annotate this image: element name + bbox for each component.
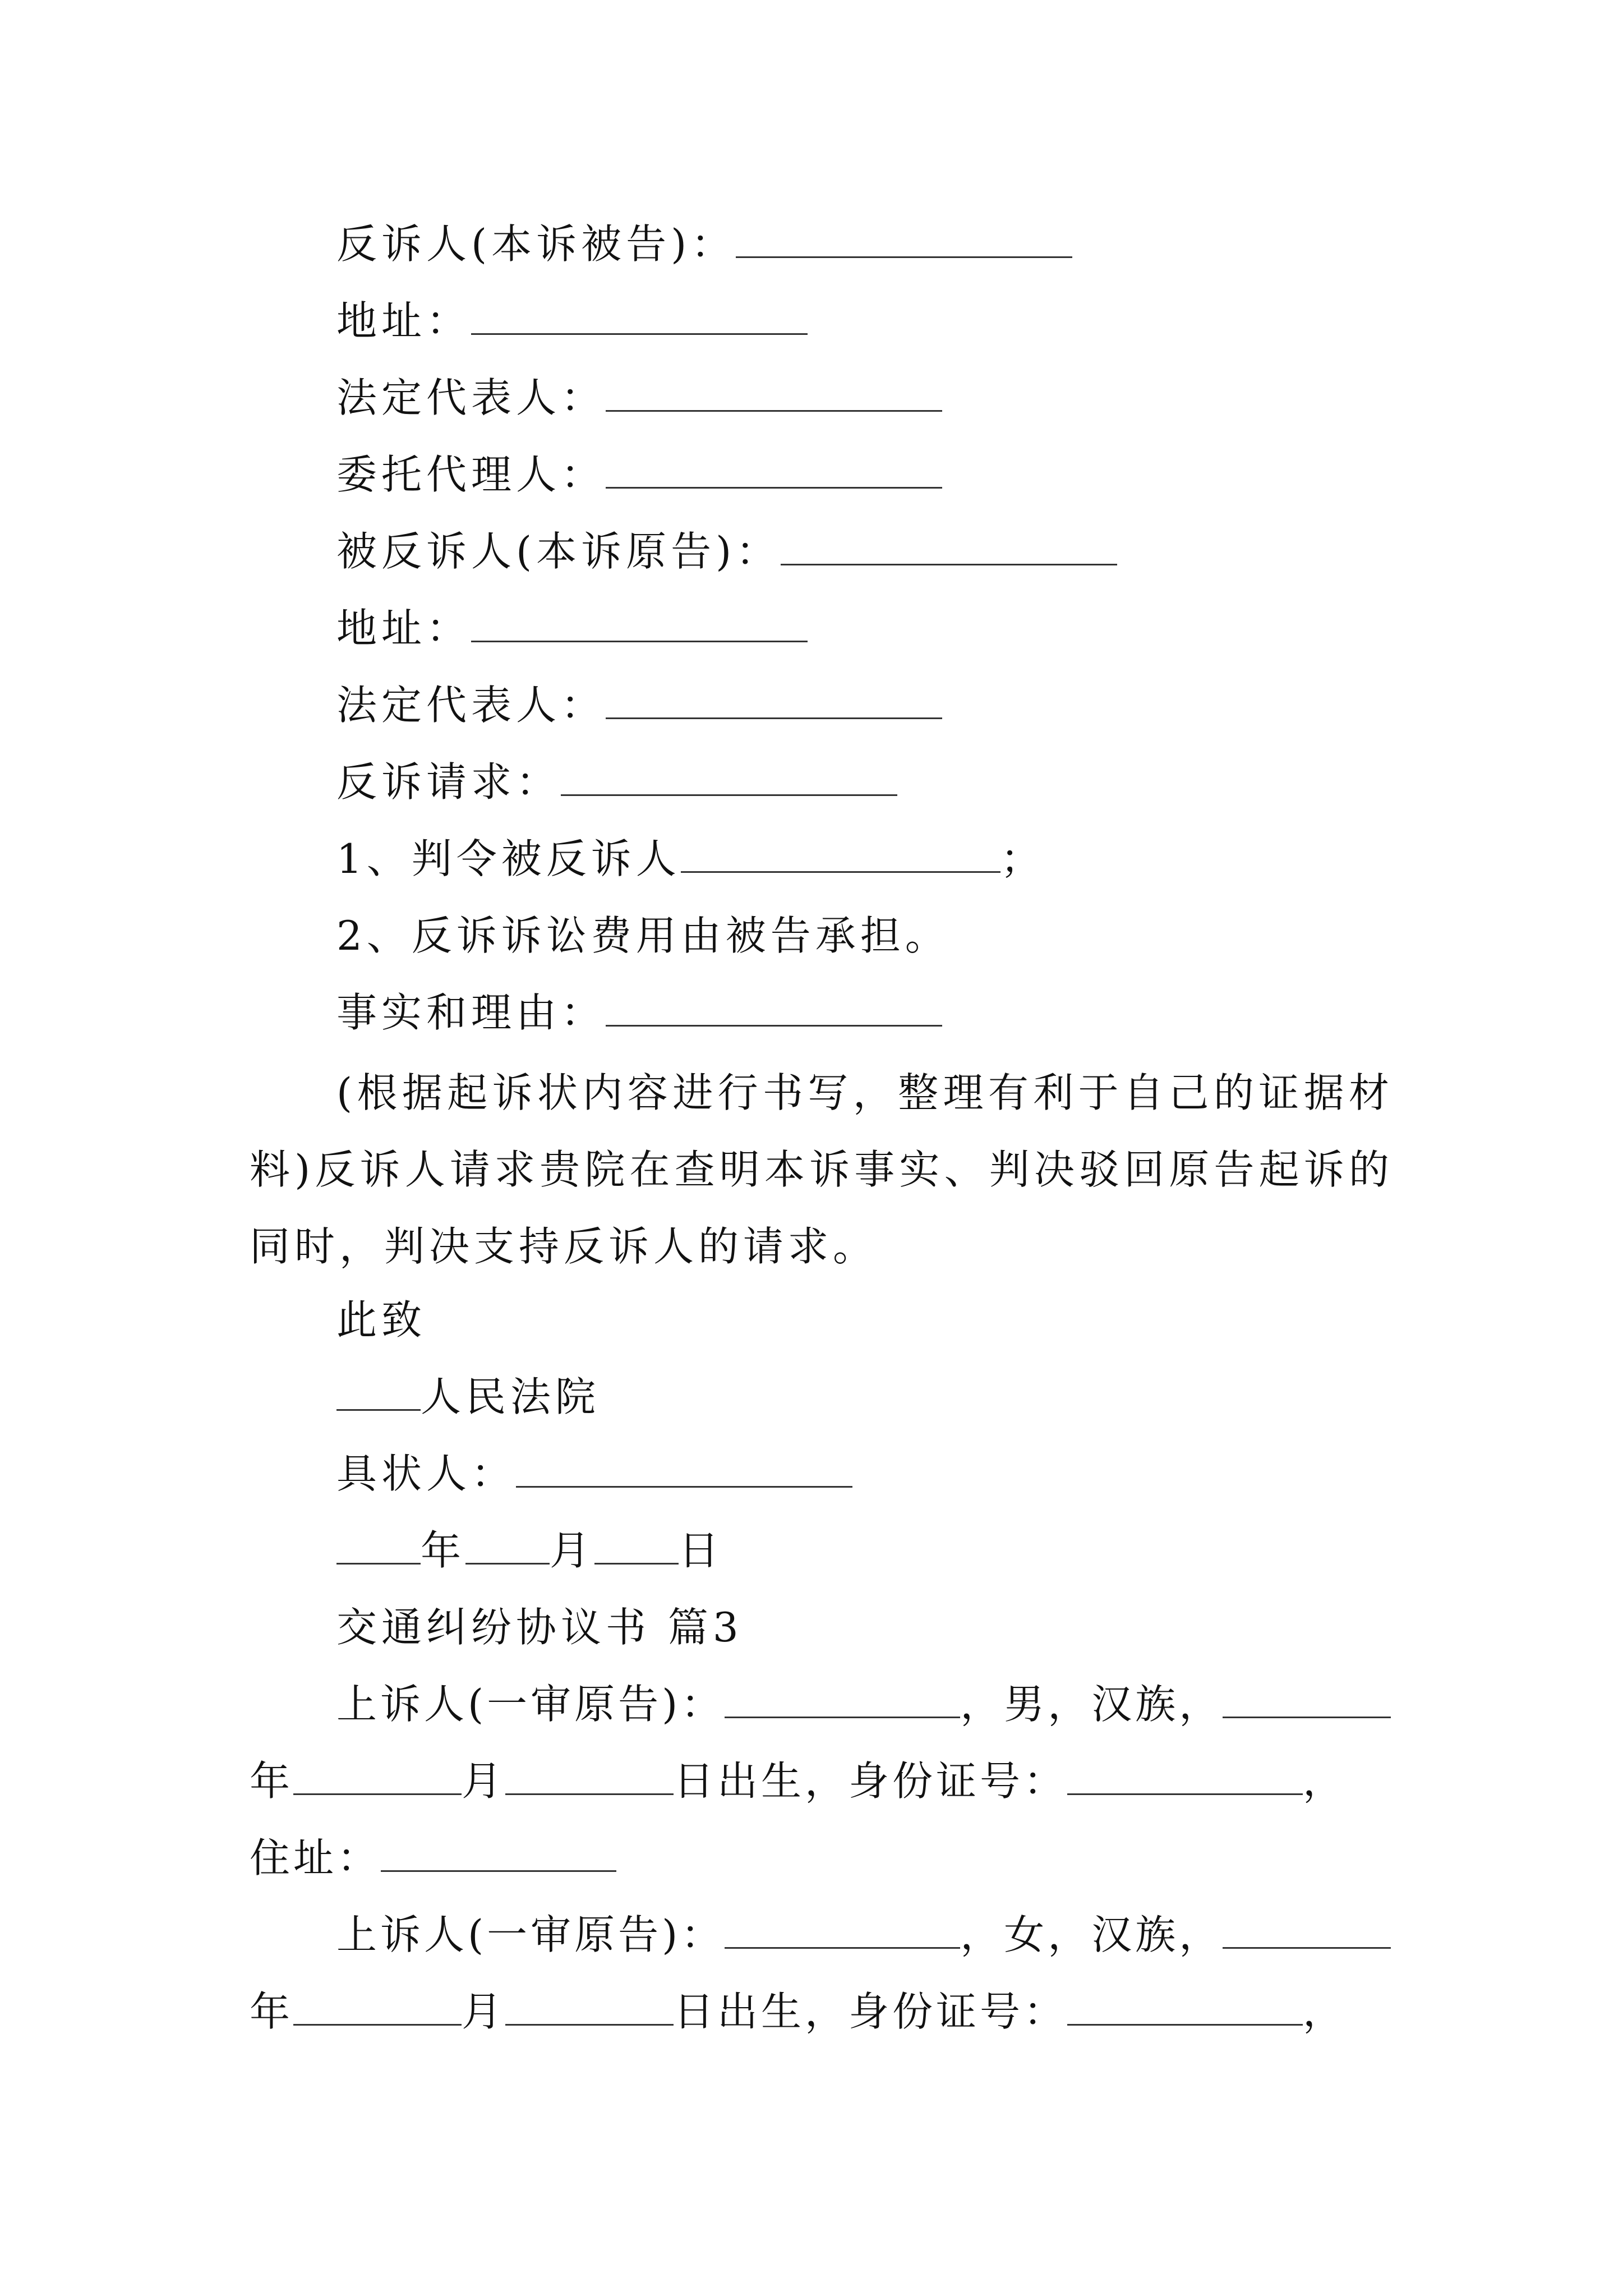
counter-defendant-label: 被反诉人(本诉原告)： — [336, 528, 781, 575]
date-day-label: 日 — [679, 1527, 724, 1574]
court-blank — [336, 1373, 421, 1411]
counterclaimant-label: 反诉人(本诉被告)： — [336, 220, 736, 268]
request-item-1-text: 1、判令被反诉人 — [336, 835, 681, 882]
section-heading — [336, 1602, 743, 1653]
date-year-blank — [336, 1527, 421, 1565]
legal-rep-line-1 — [336, 372, 942, 423]
appellant-1-year-label: 年 — [250, 1757, 294, 1805]
signer-line — [336, 1448, 852, 1499]
appellant-2-line-2 — [250, 1986, 1388, 2037]
salutation-text: 此致 — [336, 1296, 427, 1343]
appellant-1-line-2 — [250, 1756, 1388, 1806]
legal-rep-label-1: 法定代表人： — [336, 374, 606, 421]
court-line — [336, 1372, 600, 1422]
appellant-2-birth-year-blank — [1223, 1911, 1391, 1949]
appellant-1-address-label: 住址： — [250, 1834, 381, 1881]
appellant-2-gender: ，女，汉族， — [960, 1911, 1223, 1958]
counterclaimant-line — [336, 219, 1072, 269]
appellant-1-birth-year-blank — [1223, 1681, 1391, 1718]
date-month-label: 月 — [550, 1527, 595, 1574]
appellant-1-month-blank — [293, 1757, 462, 1795]
legal-rep-blank-2 — [606, 682, 942, 719]
signer-label: 具状人： — [336, 1450, 517, 1497]
address-blank-1 — [471, 297, 808, 335]
legal-rep-label-2: 法定代表人： — [336, 682, 606, 729]
request-item-1-blank — [681, 835, 1000, 873]
facts-paragraph: (根据起诉状内容进行书写，整理有利于自己的证据材料)反诉人请求贵院在查明本诉事实、判决驳回原告起诉的同时，判决支持反诉人的请求。 — [250, 1069, 1394, 1270]
appellant-2-comma: ， — [1303, 1988, 1347, 2035]
section-heading-text: 交通纠纷协议书 篇3 — [336, 1604, 743, 1651]
appellant-1-label: 上诉人(一审原告)： — [336, 1681, 725, 1728]
appellant-1-address-blank — [381, 1834, 616, 1872]
address-label-2: 地址： — [336, 605, 472, 652]
request-item-2 — [336, 910, 950, 961]
appellant-1-month-label: 月 — [462, 1757, 506, 1805]
facts-reasons-label: 事实和理由： — [336, 989, 606, 1036]
request-item-2-text: 2、反诉诉讼费用由被告承担。 — [336, 912, 950, 959]
date-year-label: 年 — [421, 1527, 466, 1574]
appellant-2-year-label: 年 — [250, 1988, 294, 2035]
appellant-1-line-3 — [250, 1833, 1388, 1883]
address-label-1: 地址： — [336, 297, 472, 344]
date-day-blank — [594, 1527, 679, 1565]
agent-line — [336, 449, 942, 500]
appellant-1-birth-label: 日出生，身份证号： — [674, 1757, 1068, 1805]
counterclaim-request-label: 反诉请求： — [336, 758, 561, 806]
appellant-2-day-blank — [505, 1988, 674, 2026]
appellant-1-comma: ， — [1303, 1757, 1347, 1805]
appellant-2-month-blank — [293, 1988, 462, 2026]
counterclaim-request-line — [336, 757, 897, 807]
address-line-2 — [336, 603, 808, 654]
appellant-2-label: 上诉人(一审原告)： — [336, 1911, 725, 1958]
appellant-2-line-1 — [336, 1910, 1391, 1960]
address-line-1 — [336, 296, 808, 346]
appellant-2-name-blank — [725, 1911, 960, 1949]
agent-blank — [606, 451, 942, 489]
date-line — [336, 1525, 723, 1576]
court-label: 人民法院 — [421, 1373, 601, 1420]
salutation-line — [336, 1295, 426, 1345]
legal-rep-blank-1 — [606, 374, 942, 412]
agent-label: 委托代理人： — [336, 451, 606, 498]
address-blank-2 — [471, 605, 808, 642]
facts-reasons-line — [336, 987, 942, 1038]
appellant-1-name-blank — [725, 1681, 960, 1718]
date-month-blank — [465, 1527, 550, 1565]
signer-blank — [516, 1450, 852, 1488]
appellant-2-birth-label: 日出生，身份证号： — [674, 1988, 1068, 2035]
appellant-1-id-blank — [1067, 1757, 1303, 1795]
request-item-1 — [336, 834, 1045, 884]
facts-reasons-blank — [606, 989, 942, 1027]
appellant-1-day-blank — [505, 1757, 674, 1795]
appellant-2-month-label: 月 — [462, 1988, 506, 2035]
appellant-1-gender: ，男，汉族， — [960, 1681, 1223, 1728]
counterclaimant-blank — [736, 220, 1072, 258]
counter-defendant-line — [336, 526, 1117, 577]
appellant-2-id-blank — [1067, 1988, 1303, 2026]
appellant-1-line-1 — [336, 1679, 1391, 1729]
counterclaim-request-blank — [561, 758, 897, 796]
legal-rep-line-2 — [336, 680, 942, 730]
counter-defendant-blank — [781, 528, 1117, 565]
request-item-1-end: ； — [1000, 835, 1045, 882]
